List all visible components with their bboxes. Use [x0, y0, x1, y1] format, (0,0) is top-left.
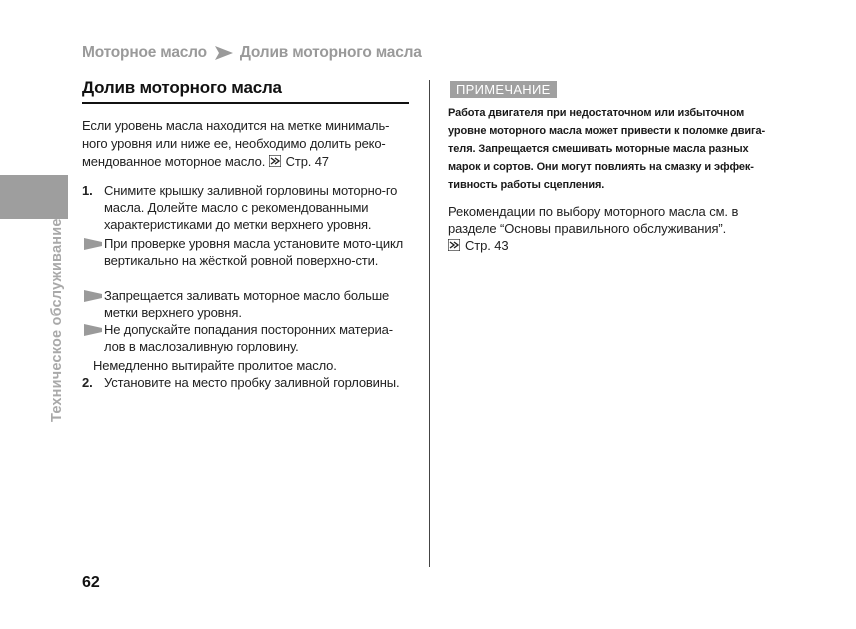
- note-recommendation: [448, 203, 768, 254]
- page-reference-icon: [448, 239, 460, 251]
- step-number: 1.: [82, 183, 93, 198]
- sub-note-text: Запрещается заливать моторное масло больше метки верхнего уровня.: [104, 288, 390, 320]
- page-number: 62: [82, 574, 100, 591]
- flag-icon: [84, 290, 102, 302]
- recommendation-text: Рекомендации по выбору моторного масла см. в разделе “Основы правильного обслуживания”.: [448, 204, 739, 236]
- sub-note-text: Не допускайте попадания посторонних материа-лов в маслозаливную горловину.: [104, 322, 393, 354]
- sub-note-text: При проверке уровня масла установите мото-цикл вертикально на жёсткой ровной поверхно-сти.: [104, 236, 404, 268]
- triangle-arrow-icon: [215, 46, 233, 60]
- sub-note-3: [84, 321, 412, 355]
- intro-paragraph: [82, 117, 410, 171]
- sub-note-1: [84, 235, 412, 269]
- column-divider: [429, 80, 430, 567]
- flag-icon: [84, 324, 102, 336]
- breadcrumb-current: Долив моторного масла: [239, 44, 422, 61]
- step-1: [82, 182, 412, 233]
- section-title: Долив моторного масла: [82, 78, 409, 104]
- step-number: 2.: [82, 375, 93, 390]
- recommendation-ref: [448, 237, 768, 254]
- side-tab-block: [0, 175, 68, 219]
- note-warning: Работа двигателя при недостаточном или избыточном уровне моторного масла может привести к поломке двига-теля. Запрещается смешивать моторные масла разных марок и сортов. Они могут повлиять на смазку и эффек-тивность работы сцепления.: [448, 107, 766, 191]
- breadcrumb: [82, 44, 422, 62]
- note-badge: ПРИМЕЧАНИЕ: [450, 81, 557, 98]
- intro-text: Если уровень масла находится на метке минималь-ного уровня или ниже ее, необходимо долить реко-мендованное моторное масло.: [82, 118, 390, 169]
- flag-icon: [84, 238, 102, 250]
- step-2: [82, 374, 412, 391]
- step-text: Установите на место пробку заливной горловины.: [104, 375, 400, 390]
- recommendation-page-link[interactable]: Стр. 43: [465, 238, 509, 253]
- breadcrumb-parent[interactable]: Моторное масло: [82, 44, 207, 61]
- intro-page-link[interactable]: Стр. 47: [285, 154, 329, 169]
- side-tab-label: Техническое обслуживание: [49, 218, 65, 422]
- sub-note-2: [84, 287, 412, 321]
- page-reference-icon: [269, 155, 281, 167]
- plain-note: Немедленно вытирайте пролитое масло.: [93, 358, 337, 373]
- step-text: Снимите крышку заливной горловины моторно-го масла. Долейте масло с рекомендованными характеристиками до метки верхнего уровня.: [104, 183, 398, 232]
